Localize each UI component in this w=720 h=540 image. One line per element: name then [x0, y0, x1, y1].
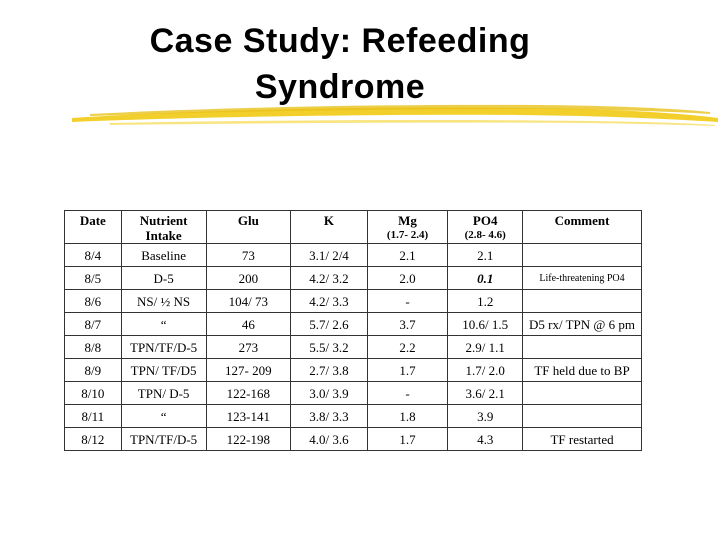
title-underline-brushstroke — [70, 100, 720, 130]
header-nutrient-intake: Nutrient Intake — [121, 211, 206, 244]
cell-comment — [523, 405, 642, 428]
table-row — [65, 313, 642, 336]
cell-glu: 104/ 73 — [206, 290, 291, 313]
table-row — [65, 382, 642, 405]
cell-k: 3.0/ 3.9 — [291, 382, 368, 405]
cell-k: 4.2/ 3.3 — [291, 290, 368, 313]
cell-date: 8/6 — [65, 290, 122, 313]
table-header-row — [65, 211, 642, 244]
cell-nutrient-intake: NS/ ½ NS — [121, 290, 206, 313]
cell-mg: 1.8 — [367, 405, 448, 428]
slide-title-line-2: Syndrome — [254, 68, 426, 106]
cell-mg: 1.7 — [367, 359, 448, 382]
cell-comment: TF held due to BP — [523, 359, 642, 382]
cell-nutrient-intake: TPN/TF/D-5 — [121, 336, 206, 359]
cell-glu: 122-168 — [206, 382, 291, 405]
cell-date: 8/9 — [65, 359, 122, 382]
cell-glu: 273 — [206, 336, 291, 359]
cell-mg: - — [367, 290, 448, 313]
cell-date: 8/5 — [65, 267, 122, 290]
cell-mg: - — [367, 382, 448, 405]
cell-k: 4.0/ 3.6 — [291, 428, 368, 451]
cell-date: 8/11 — [65, 405, 122, 428]
table-row — [65, 336, 642, 359]
cell-date: 8/4 — [65, 244, 122, 267]
cell-mg: 1.7 — [367, 428, 448, 451]
cell-nutrient-intake: TPN/ TF/D5 — [121, 359, 206, 382]
header-po4: PO4 (2.8- 4.6) — [448, 211, 523, 244]
cell-comment: D5 rx/ TPN @ 6 pm — [523, 313, 642, 336]
cell-date: 8/10 — [65, 382, 122, 405]
cell-po4: 10.6/ 1.5 — [448, 313, 523, 336]
table-row — [65, 428, 642, 451]
cell-comment — [523, 290, 642, 313]
cell-po4: 4.3 — [448, 428, 523, 451]
cell-nutrient-intake: TPN/TF/D-5 — [121, 428, 206, 451]
cell-comment — [523, 244, 642, 267]
cell-nutrient-intake: “ — [121, 405, 206, 428]
cell-k: 2.7/ 3.8 — [291, 359, 368, 382]
header-k: K — [291, 211, 368, 244]
cell-mg: 2.1 — [367, 244, 448, 267]
cell-comment — [523, 382, 642, 405]
header-date: Date — [65, 211, 122, 244]
cell-po4: 1.2 — [448, 290, 523, 313]
cell-glu: 127- 209 — [206, 359, 291, 382]
cell-nutrient-intake: TPN/ D-5 — [121, 382, 206, 405]
header-comment: Comment — [523, 211, 642, 244]
cell-po4: 3.6/ 2.1 — [448, 382, 523, 405]
cell-k: 4.2/ 3.2 — [291, 267, 368, 290]
cell-k: 3.1/ 2/4 — [291, 244, 368, 267]
table-row — [65, 359, 642, 382]
table-body — [65, 244, 642, 451]
lab-values-table-container — [64, 210, 642, 451]
cell-date: 8/7 — [65, 313, 122, 336]
cell-mg: 3.7 — [367, 313, 448, 336]
cell-comment: Life-threatening PO4 — [523, 267, 642, 290]
cell-date: 8/8 — [65, 336, 122, 359]
cell-nutrient-intake: Baseline — [121, 244, 206, 267]
cell-k: 5.5/ 3.2 — [291, 336, 368, 359]
cell-date: 8/12 — [65, 428, 122, 451]
cell-po4: 0.1 — [448, 267, 523, 290]
cell-po4: 2.9/ 1.1 — [448, 336, 523, 359]
header-glu: Glu — [206, 211, 291, 244]
lab-values-table — [64, 210, 642, 451]
cell-comment — [523, 336, 642, 359]
cell-po4: 1.7/ 2.0 — [448, 359, 523, 382]
cell-nutrient-intake: “ — [121, 313, 206, 336]
cell-comment: TF restarted — [523, 428, 642, 451]
slide-title-line-1: Case Study: Refeeding — [149, 22, 531, 60]
table-row — [65, 267, 642, 290]
cell-nutrient-intake: D-5 — [121, 267, 206, 290]
slide-title — [90, 18, 590, 110]
cell-k: 5.7/ 2.6 — [291, 313, 368, 336]
cell-glu: 73 — [206, 244, 291, 267]
cell-po4: 3.9 — [448, 405, 523, 428]
cell-k: 3.8/ 3.3 — [291, 405, 368, 428]
cell-glu: 122-198 — [206, 428, 291, 451]
table-row — [65, 244, 642, 267]
cell-po4: 2.1 — [448, 244, 523, 267]
table-row — [65, 405, 642, 428]
cell-glu: 46 — [206, 313, 291, 336]
cell-mg: 2.0 — [367, 267, 448, 290]
cell-mg: 2.2 — [367, 336, 448, 359]
cell-glu: 200 — [206, 267, 291, 290]
table-row — [65, 290, 642, 313]
cell-glu: 123-141 — [206, 405, 291, 428]
header-mg: Mg (1.7- 2.4) — [367, 211, 448, 244]
